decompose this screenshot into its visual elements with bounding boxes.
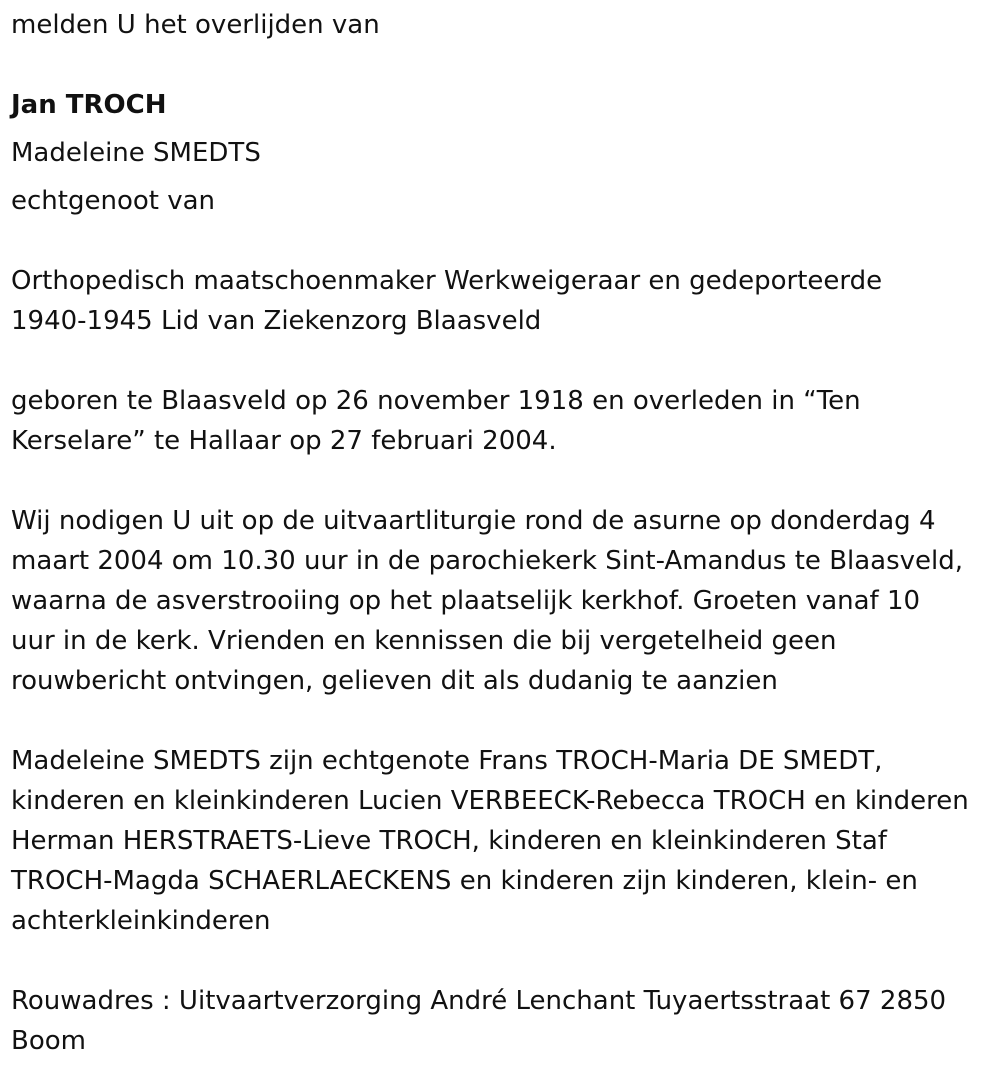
occupation-line: Orthopedisch maatschoenmaker Werkweigeraar en gedeporteerde xyxy=(11,266,883,296)
family-paragraph xyxy=(11,741,969,941)
birth-death-line: Kerselare” te Hallaar op 27 februari 2004. xyxy=(11,426,557,456)
funeral-line: maart 2004 om 10.30 uur in de parochiekerk Sint-Amandus te Blaasveld, xyxy=(11,546,964,576)
funeral-paragraph xyxy=(11,501,963,701)
occupation-line: 1940-1945 Lid van Ziekenzorg Blaasveld xyxy=(11,306,542,336)
address-line: Boom xyxy=(11,1026,86,1056)
address-line: Rouwadres : Uitvaartverzorging André Lenchant Tuyaertsstraat 67 2850 xyxy=(11,986,947,1016)
spouse-name: Madeleine SMEDTS xyxy=(11,138,261,168)
family-line: Herman HERSTRAETS-Lieve TROCH, kinderen en kleinkinderen Staf xyxy=(11,826,887,856)
funeral-line: waarna de asverstrooiing op het plaatselijk kerkhof. Groeten vanaf 10 xyxy=(11,586,921,616)
deceased-name: Jan TROCH xyxy=(11,90,167,120)
family-line: Madeleine SMEDTS zijn echtgenote Frans TROCH-Maria DE SMEDT, xyxy=(11,746,883,776)
family-line: TROCH-Magda SCHAERLAECKENS en kinderen zijn kinderen, klein- en xyxy=(11,866,918,896)
relation-text: echtgenoot van xyxy=(11,186,216,216)
funeral-line: Wij nodigen U uit op de uitvaartliturgie rond de asurne op donderdag 4 xyxy=(11,506,936,536)
birth-death-paragraph xyxy=(11,381,861,461)
occupation-paragraph xyxy=(11,261,882,341)
address-paragraph xyxy=(11,981,946,1061)
family-line: achterkleinkinderen xyxy=(11,906,271,936)
funeral-line: uur in de kerk. Vrienden en kennissen die bij vergetelheid geen xyxy=(11,626,837,656)
birth-death-line: geboren te Blaasveld op 26 november 1918 en overleden in “Ten xyxy=(11,386,861,416)
intro-text: melden U het overlijden van xyxy=(11,10,380,40)
family-line: kinderen en kleinkinderen Lucien VERBEECK-Rebecca TROCH en kinderen xyxy=(11,786,969,816)
funeral-line: rouwbericht ontvingen, gelieven dit als dudanig te aanzien xyxy=(11,666,778,696)
